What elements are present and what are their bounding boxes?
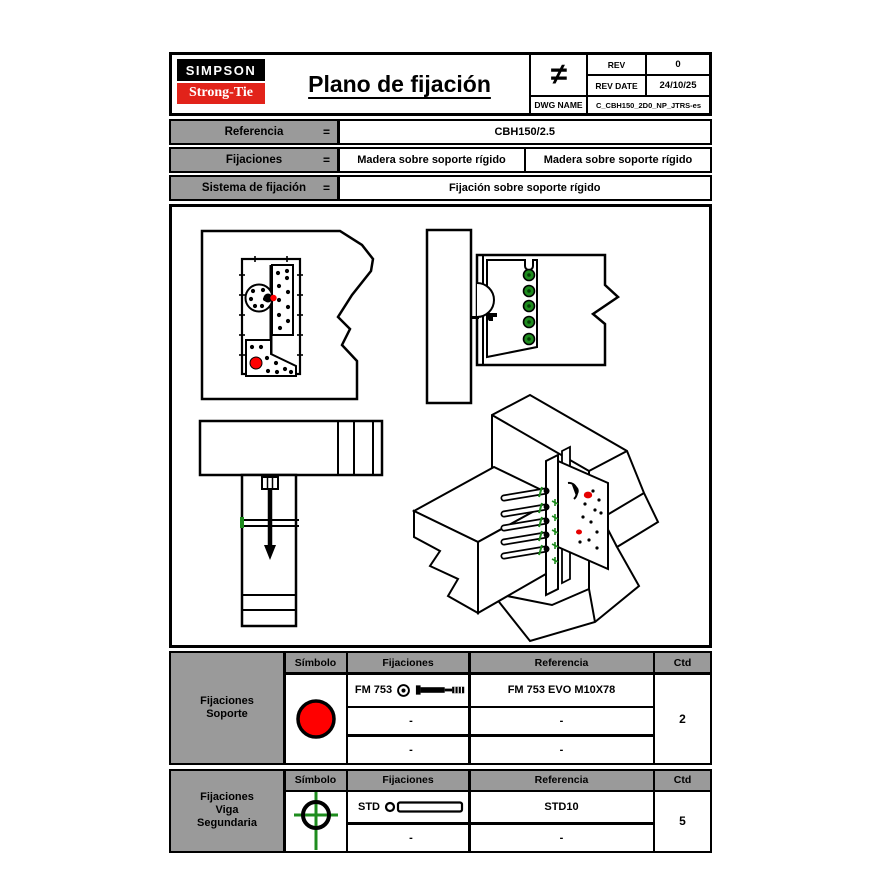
equals-sign: = <box>322 181 330 195</box>
fixings-value-left: Madera sobre soporte rígido <box>340 149 524 171</box>
anchor-marker-red <box>250 357 262 369</box>
title-block <box>169 52 712 116</box>
beam-table-title: Fijaciones Viga Segundaria <box>171 771 283 851</box>
fixings-label-text: Fijaciones <box>225 154 283 166</box>
beam-reference-row-2: - <box>471 825 653 851</box>
support-qty: 2 <box>655 675 710 763</box>
support-reference-row-1: FM 753 EVO M10X78 <box>471 675 653 706</box>
fixing-system-value: Fijación sobre soporte rígido <box>340 177 711 199</box>
anchor-bolt-icon <box>415 683 467 697</box>
side-view-drawing <box>425 227 620 407</box>
support-reference-row-3: - <box>471 737 653 763</box>
beam-symbol-cell <box>286 792 346 851</box>
fixings-row <box>169 147 712 173</box>
beam-fixing-row-2: - <box>348 825 468 851</box>
beam-fixings-table <box>169 769 712 853</box>
anchor-marker-red <box>270 295 276 301</box>
reference-label-text: Referencia <box>224 126 284 138</box>
header-referencia: Referencia <box>471 653 653 672</box>
fixing-system-label-text: Sistema de fijación <box>201 182 307 194</box>
anchor-head-icon <box>396 683 411 698</box>
fixings-value-right: Madera sobre soporte rígido <box>526 149 710 171</box>
fixing-system-label <box>171 177 337 199</box>
support-table-title: Fijaciones Soporte <box>171 653 283 763</box>
reference-value: CBH150/2.5 <box>340 121 711 143</box>
beam-reference-row-1: STD10 <box>471 792 653 822</box>
page-title: Plano de fijación <box>308 70 491 97</box>
equals-sign: = <box>322 153 330 167</box>
support-fixing-row-2: - <box>348 708 468 734</box>
revision-block <box>529 55 709 113</box>
anchor-marker-red <box>576 530 582 535</box>
reference-label <box>171 121 337 143</box>
header-ctd: Ctd <box>655 771 710 790</box>
rev-value: 0 <box>647 55 709 74</box>
projection-symbol-icon: ≠ <box>531 55 586 95</box>
front-view-drawing <box>198 419 388 631</box>
support-symbol-cell <box>286 675 346 763</box>
crosshair-icon <box>290 790 342 852</box>
rev-date-value: 24/10/25 <box>647 76 709 95</box>
support-reference-row-2: - <box>471 708 653 734</box>
dowel-green-tick <box>240 517 244 528</box>
support-fixing-row-3: - <box>348 737 468 763</box>
logo-simpson: SIMPSON <box>177 59 265 81</box>
dwg-name-value: C_CBH150_2D0_NP_JTRS-es <box>588 97 709 113</box>
beam-qty: 5 <box>655 792 710 851</box>
header-simbolo: Símbolo <box>286 653 346 672</box>
beam-fixing-row-1: STD <box>348 792 468 822</box>
dwg-name-label: DWG NAME <box>531 97 586 113</box>
isometric-view-drawing <box>396 391 710 647</box>
support-fixing-row-1: FM 753 <box>348 675 468 706</box>
equals-sign: = <box>322 125 330 139</box>
dowel-icon <box>384 800 464 814</box>
drawing-sheet <box>169 52 712 857</box>
fixings-label <box>171 149 337 171</box>
simpson-strongtie-logo <box>177 59 265 104</box>
support-fixings-table <box>169 651 712 765</box>
drawing-area <box>169 204 712 648</box>
anchor-marker-red <box>584 492 592 499</box>
header-ctd: Ctd <box>655 653 710 672</box>
plan-view-drawing <box>200 227 376 403</box>
rev-label: REV <box>588 55 645 74</box>
logo-strongtie: Strong-Tie <box>177 83 265 104</box>
fixing-system-row <box>169 175 712 201</box>
header-fijaciones: Fijaciones <box>348 653 468 672</box>
rev-date-label: REV DATE <box>588 76 645 95</box>
reference-row <box>169 119 712 145</box>
header-simbolo: Símbolo <box>286 771 346 790</box>
header-fijaciones: Fijaciones <box>348 771 468 790</box>
header-referencia: Referencia <box>471 771 653 790</box>
red-circle-icon <box>293 696 339 742</box>
